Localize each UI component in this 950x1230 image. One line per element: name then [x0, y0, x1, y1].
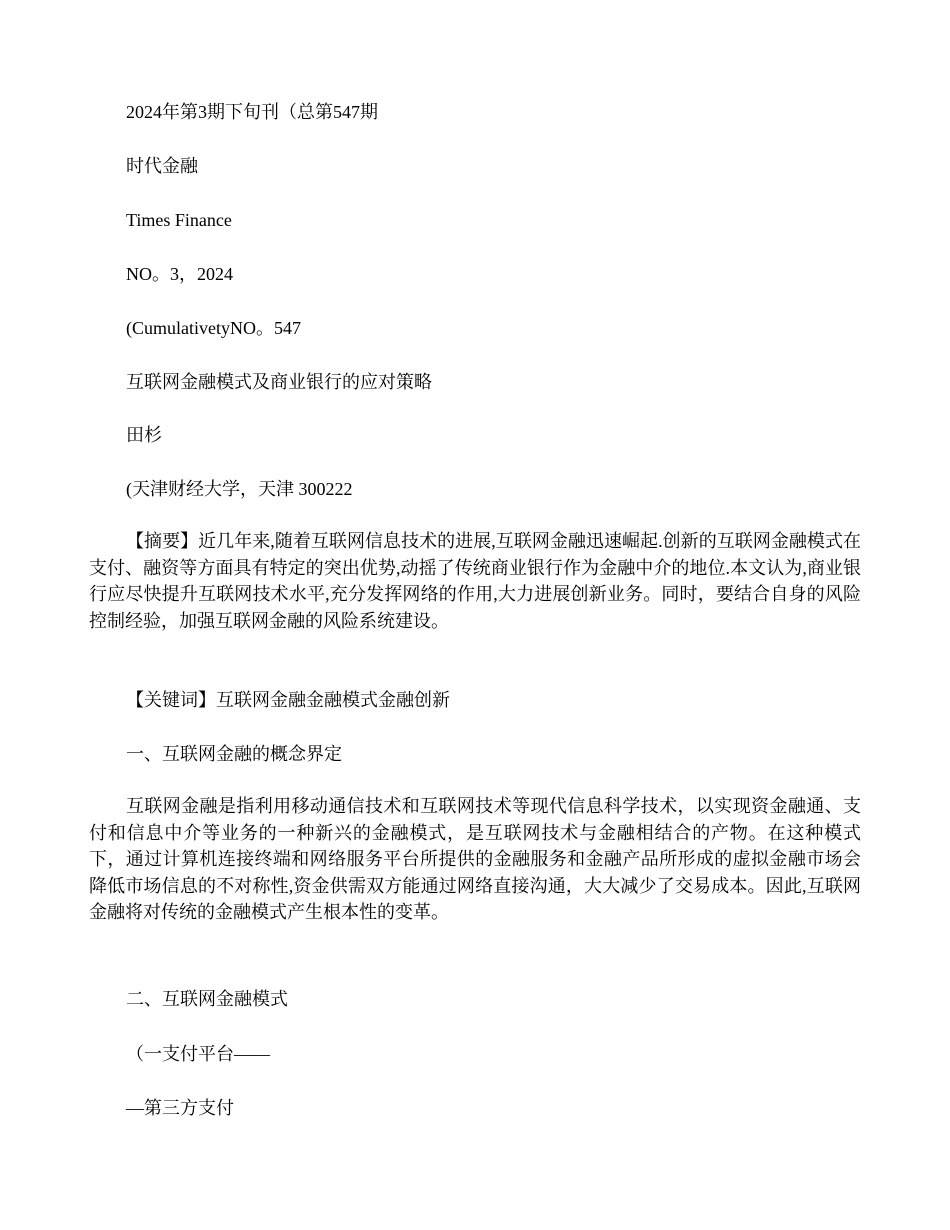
- journal-name-en: Times Finance: [126, 210, 232, 230]
- section-1-paragraph: 互联网金融是指利用移动通信技术和互联网技术等现代信息科学技术，以实现资金融通、支付和信息中介等业务的一种新兴的金融模式，是互联网技术与金融相结合的产物。在这种模式下，通过计算机连接终端和网络服务平台所提供的金融服务和金融产品所形成的虚拟金融市场会降低市场信息的不对称性,资金供需双方能通过网络直接沟通，大大减少了交易成本。因此,互联网金融将对传统的金融模式产生根本性的变革。: [89, 796, 861, 923]
- article-title: 互联网金融模式及商业银行的应对策略: [126, 372, 432, 392]
- author-affiliation: (天津财经大学，天津 300222: [126, 479, 353, 499]
- issue-line-en: NO。3，2024: [126, 264, 233, 284]
- keywords-line: 【关键词】互联网金融金融模式金融创新: [126, 690, 450, 710]
- article-author: 田杉: [126, 425, 162, 445]
- journal-name-cn: 时代金融: [126, 156, 198, 176]
- abstract-paragraph: 【摘要】近几年来,随着互联网信息技术的进展,互联网金融迅速崛起.创新的互联网金融模式在支付、融资等方面具有特定的突出优势,动摇了传统商业银行作为金融中介的地位.本文认为,商业银行应尽快提升互联网技术水平,充分发挥网络的作用,大力进展创新业务。同时，要结合自身的风险控制经验，加强互联网金融的风险系统建设。: [89, 531, 861, 631]
- issue-line-cn: 2024年第3期下旬刊（总第547期: [126, 102, 378, 122]
- section-heading-1: 一、互联网金融的概念界定: [126, 744, 342, 764]
- cumulative-issue-en: (CumulativetyNO。547: [126, 318, 301, 338]
- subsection-heading-1a: （一支付平台——: [126, 1044, 270, 1064]
- subsection-heading-1b: —第三方支付: [126, 1098, 234, 1118]
- section-heading-2: 二、互联网金融模式: [126, 989, 288, 1009]
